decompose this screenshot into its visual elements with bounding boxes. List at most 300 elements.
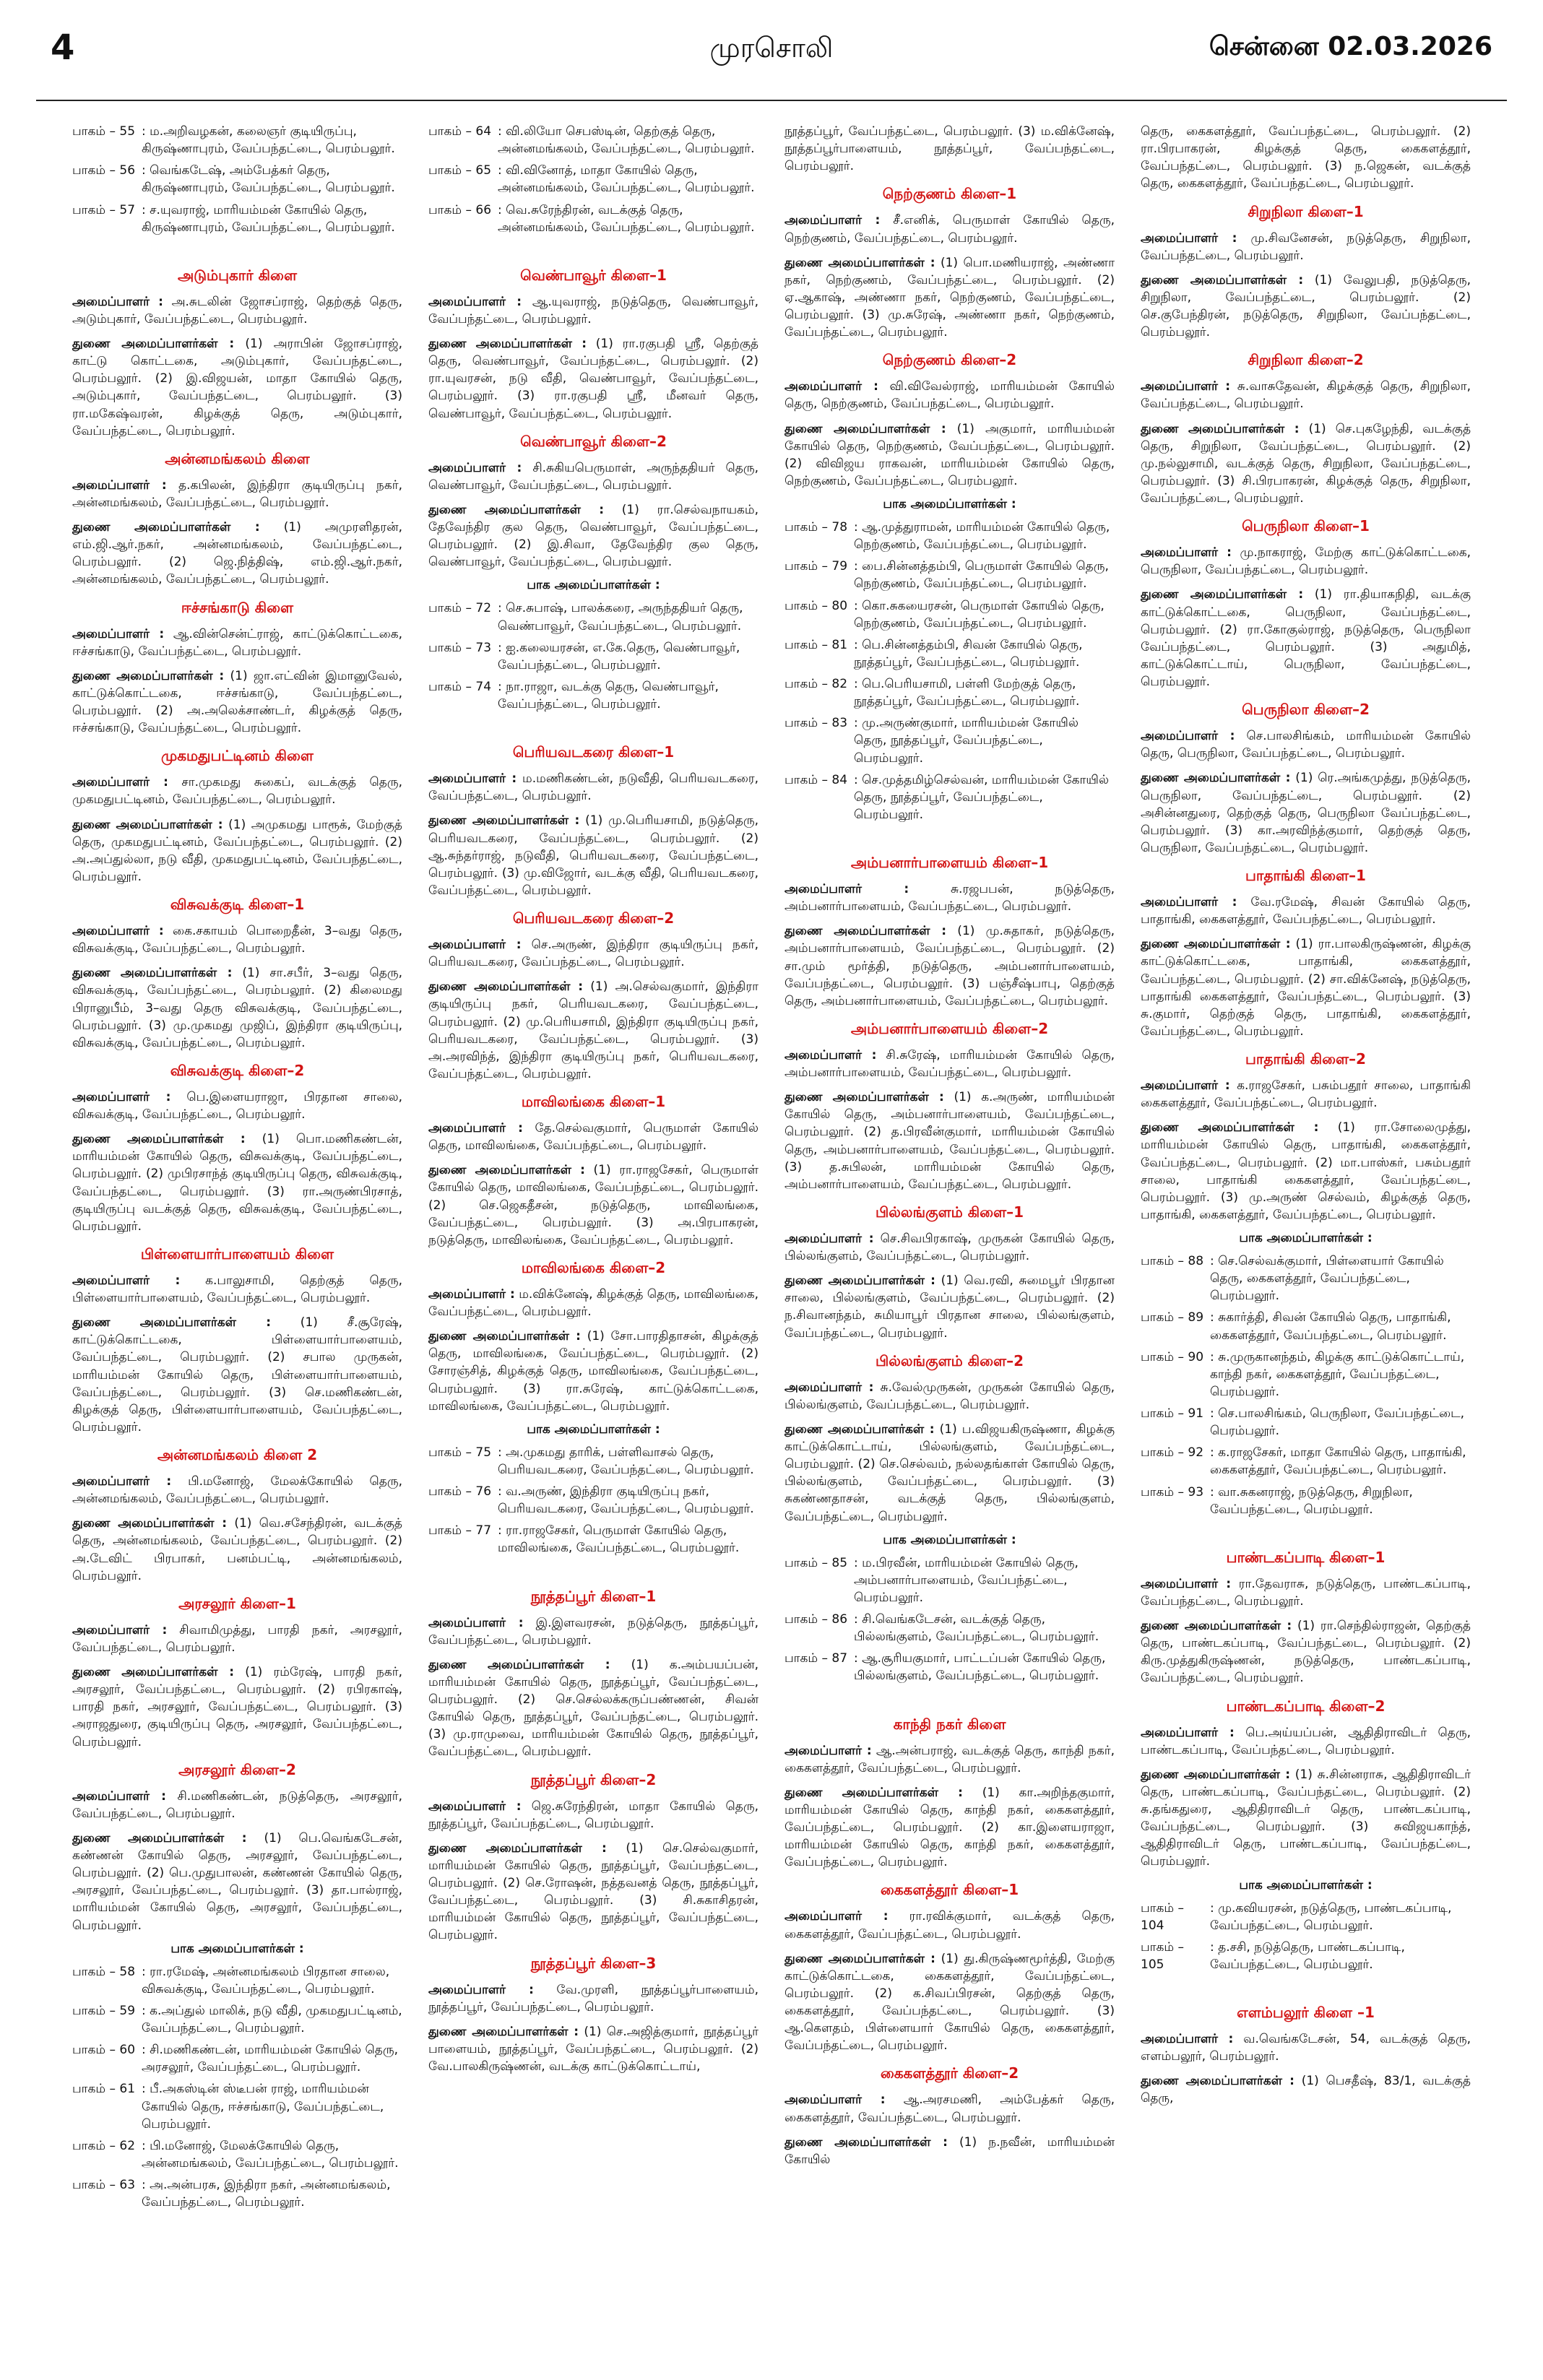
column-2 [428, 123, 758, 2358]
entry-text: (1) ரா.பாலகிருஷ்ணன், கிழக்கு காட்டுக்கொட்டகை, பாதாங்கி, கைகளத்தூர், வேப்பந்தட்டை, பெரம்பலூர். (2) சா.விக்னேஷ், நடுத்தெரு, பாதாங்கி கைகளத்தூர், வேப்பந்தட்டை, பெரம்பலூர். (3) சு.குமார், தெற்குத் தெரு, பாதாங்கி, கைகளத்தூர், வேப்பந்தட்டை, பெரம்பலூர். [1141, 937, 1471, 1039]
entry-paragraph [428, 1328, 758, 1415]
subheading: பாக அமைப்பாளர்கள் : [527, 578, 660, 593]
entry-text: கை.சகாயம் பொறைதீன், 3–வது தெரு, விசுவக்குடி, வேப்பந்தட்டை, பெரம்பலூர். [72, 924, 402, 956]
entry-text: (1) ரா.ரகுபதி ஸ்ரீ, தெற்குத் தெரு, வெண்பாவூர், வேப்பந்தட்டை, பெரம்பலூர். (2) ரா.யுவரசன், நடு வீதி, வெண்பாவூர், வேப்பந்தட்டை, பெரம்பலூர். (3) ரா.ரகுபதி ஸ்ரீ, மீனவர் தெரு, வெண்பாவூர், வேப்பந்தட்டை, பெரம்பலூர். [428, 337, 758, 421]
role-label: துணை அமைப்பாளர்கள் : [1141, 587, 1304, 602]
booth-number: பாகம் – 76 [428, 1484, 492, 1499]
booth-detail: : வெ.சுரேந்திரன், வடக்குத் தெரு, அன்னமங்கலம், வேப்பந்தட்டை, பெரம்பலூர். [498, 202, 755, 235]
entry-paragraph [1141, 935, 1471, 1040]
branch-heading: அம்பனார்பாளையம் கிளை–2 [850, 1019, 1049, 1037]
booth-row [785, 597, 1115, 632]
booth-row [1141, 1405, 1471, 1440]
entry-text: தே.செல்வகுமார், பெருமாள் கோயில் தெரு, மாவிலங்கை, வேப்பந்தட்டை, பெரம்பலூர். [428, 1121, 758, 1154]
booth-detail: : செ.செல்வக்குமார், பிள்ளையார் கோயில் தெரு, கைகளத்தூர், வேப்பந்தட்டை, பெரம்பலூர். [1210, 1254, 1444, 1304]
booth-number: பாகம் – 79 [785, 559, 848, 574]
role-label: துணை அமைப்பாளர்கள் : [785, 924, 947, 939]
booth-detail: : வி.வினோத், மாதா கோயில் தெரு, அன்னமங்கலம், வேப்பந்தட்டை, பெரம்பலூர். [498, 163, 755, 196]
booth-row [72, 2137, 402, 2172]
branch-heading: விசுவக்குடி கிளை–2 [170, 1061, 305, 1079]
booth-row [428, 1483, 758, 1518]
role-label: துணை அமைப்பாளர்கள் : [1141, 272, 1304, 287]
entry-paragraph [428, 501, 758, 571]
entry-text: த.கபிலன், இந்திரா குடியிருப்பு நகர், அன்னமங்கலம், வேப்பந்தட்டை, பெரம்பலூர். [72, 477, 402, 510]
entry-paragraph [72, 1788, 402, 1822]
booth-number: பாகம் – 92 [1141, 1445, 1204, 1461]
role-label: அமைப்பாளர் : [428, 771, 517, 787]
role-label: அமைப்பாளர் : [1141, 230, 1237, 246]
branch-heading: விசுவக்குடி கிளை–1 [170, 896, 305, 913]
branch-heading: கைகளத்தூர் கிளை–2 [880, 2064, 1019, 2082]
booth-detail: : சி.மணிகண்டன், மாரியம்மன் கோயில் தெரு, அரசலூர், வேப்பந்தட்டை, பெரம்பலூர். [142, 2043, 399, 2075]
subheading: பாக அமைப்பாளர்கள் : [1239, 1231, 1373, 1245]
booth-number: பாகம் – 75 [428, 1445, 492, 1460]
booth-number: பாகம் – 81 [785, 637, 848, 652]
role-label: துணை அமைப்பாளர்கள் : [1141, 421, 1300, 436]
entry-text: (1) வேலுபதி, நடுத்தெரு, சிறுநிலா, வேப்பந்தட்டை, பெரம்பலூர். (2) செ.குபேந்திரன், நடுத்தெரு, சிறுநிலா, வேப்பந்தட்டை, பெரம்பலூர். [1141, 272, 1471, 340]
role-label: அமைப்பாளர் : [428, 1121, 523, 1135]
role-label: அமைப்பாளர் : [428, 294, 522, 309]
entry-text: ஆ.அரசமணி, அம்பேத்கர் தெரு, கைகளத்தூர், வேப்பந்தட்டை, பெரம்பலூர். [785, 2093, 1115, 2125]
entry-paragraph [785, 1379, 1115, 1414]
spacer [428, 1562, 758, 1578]
entry-text: செ.பாலசிங்கம், மாரியம்மன் கோயில் தெரு, பெருநிலா, வேப்பந்தட்டை, பெரம்பலூர். [1141, 729, 1471, 761]
booth-number: பாகம் – 90 [1141, 1349, 1204, 1364]
role-label: துணை அமைப்பாளர்கள் : [72, 520, 260, 535]
subheading: பாக அமைப்பாளர்கள் : [883, 497, 1016, 511]
entry-paragraph [72, 1089, 402, 1123]
booth-detail: : பெ.சின்னத்தம்பி, சிவன் கோயில் தெரு, நூத்தப்பூர், வேப்பந்தட்டை, பெரம்பலூர். [854, 637, 1083, 670]
role-label: துணை அமைப்பாளர்கள் : [428, 1329, 581, 1344]
booth-detail: : ச.யுவராஜ், மாரியம்மன் கோயில் தெரு, கிருஷ்ணாபுரம், வேப்பந்தட்டை, பெரம்பலூர். [142, 202, 395, 235]
branch-heading: அன்னமங்கலம் கிளை [165, 449, 310, 467]
date-line: சென்னை 02.03.2026 [1209, 32, 1492, 61]
role-label: துணை அமைப்பாளர்கள் : [428, 1840, 607, 1856]
entry-paragraph [785, 254, 1115, 342]
booth-row [785, 1650, 1115, 1684]
entry-paragraph [72, 816, 402, 886]
role-label: அமைப்பாளர் : [785, 379, 878, 394]
entry-paragraph [72, 1473, 402, 1507]
entry-text: (1) அராபின் ஜோசப்ராஜ், காட்டு கொட்டகை, அடும்புகார், வேப்பந்தட்டை, பெரம்பலூர். (2) இ.விஜயன், மாதா கோயில் தெரு, அடும்புகார், வேப்பந்தட்டை, பெரம்பலூர். (3) ரா.மகேஷ்வரன், கிழக்குத் தெரு, அடும்புகார், வேப்பந்தட்டை, பெரம்பலூர். [72, 337, 402, 438]
role-label: அமைப்பாளர் : [785, 1380, 874, 1395]
role-label: அமைப்பாளர் : [428, 1982, 534, 1997]
branch-heading: பில்லங்குளம் கிளை–2 [876, 1351, 1024, 1369]
entry-text: மு.நாகராஜ், மேற்கு காட்டுக்கொட்டகை, பெருநிலா, வேப்பந்தட்டை, பெரம்பலூர். [1141, 545, 1471, 578]
entry-text: (1) மு.பெரியசாமி, நடுத்தெரு, பெரியவடகரை, வேப்பந்தட்டை, பெரம்பலூர். (2) ஆ.சுந்தர்ராஜ், நடுவீதி, பெரியவடகரை, வேப்பந்தட்டை, பெரம்பலூர். (3) மு.விஜோர், வடக்கு வீதி, பெரியவடகரை, வேப்பந்தட்டை, பெரம்பலூர். [428, 813, 758, 898]
booth-detail: : மு.அருண்குமார், மாரியம்மன் கோயில் தெரு, நூத்தப்பூர், வேப்பந்தட்டை, பெரம்பலூர். [854, 716, 1079, 766]
entry-paragraph [785, 1230, 1115, 1265]
booth-number: பாகம் – 84 [785, 772, 848, 787]
entry-text: (1) அமுரளிதரன், எம்.ஜி.ஆர்.நகர், அன்னமங்கலம், வேப்பந்தட்டை, பெரம்பலூர். (2) ஜெ.நித்திஷ், எம்.ஜி.ஆர்.நகர், அன்னமங்கலம், வேப்பந்தட்டை, பெரம்பலூர். [72, 520, 402, 587]
entry-text: ஆ.வின்சென்ட்ராஜ், காட்டுக்கொட்டகை, ஈச்சங்காடு, வேப்பந்தட்டை, பெரம்பலூர். [72, 626, 402, 659]
entry-text: சா.முகமது சுகைப், வடக்குத் தெரு, முகமதுபட்டினம், வேப்பந்தட்டை, பெரம்பலூர். [72, 775, 402, 808]
entry-paragraph [1141, 123, 1471, 193]
entry-text: ரா.ரவிக்குமார், வடக்குத் தெரு, கைகளத்தூர், வேப்பந்தட்டை, பெரம்பலூர். [785, 1909, 1115, 1942]
branch-heading: பிள்ளையார்பாளையம் கிளை [140, 1245, 334, 1263]
role-label: துணை அமைப்பாளர்கள் : [72, 1516, 228, 1531]
booth-detail: : வி.லியோ செபஸ்டின், தெற்குத் தெரு, அன்னமங்கலம், வேப்பந்தட்டை, பெரம்பலூர். [498, 124, 755, 157]
booth-number: பாகம் – 57 [72, 202, 136, 217]
entry-paragraph [785, 1784, 1115, 1871]
booth-detail: : ரா.ரமேஷ், அன்னமங்கலம் பிரதான சாலை, விசுவக்குடி, வேப்பந்தட்டை, பெரம்பலூர். [142, 1964, 390, 1996]
entry-text: க.ராஜசேகர், பசும்பதூர் சாலை, பாதாங்கி கைகளத்தூர், வேப்பந்தட்டை, பெரம்பலூர். [1141, 1078, 1471, 1111]
entry-text: வே.ரமேஷ், சிவன் கோயில் தெரு, பாதாங்கி, கைகளத்தூர், வேப்பந்தட்டை, பெரம்பலூர். [1141, 895, 1471, 927]
entry-text: க.பாலுசாமி, தெற்குத் தெரு, பிள்ளையார்பாளையம், வேப்பந்தட்டை, பெரம்பலூர். [72, 1273, 402, 1305]
entry-text: சி.சுரேஷ், மாரியம்மன் கோயில் தெரு, அம்பனார்பாளையம், வேப்பந்தட்டை, பெரம்பலூர். [785, 1047, 1115, 1080]
entry-text: ஆ.அன்பராஜ், வடக்குத் தெரு, காந்தி நகர், கைகளத்தூர், வேப்பந்தட்டை, பெரம்பலூர். [785, 1743, 1115, 1775]
entry-paragraph [428, 770, 758, 805]
role-label: துணை அமைப்பாளர்கள் : [428, 502, 605, 517]
entry-text: சு.வாசுதேவன், கிழக்குத் தெரு, சிறுநிலா, வேப்பந்தட்டை, பெரம்பலூர். [1141, 379, 1471, 412]
booth-row [428, 123, 758, 157]
booth-detail: : செ.முத்தமிழ்செல்வன், மாரியம்மன் கோயில் தெரு, நூத்தப்பூர், வேப்பந்தட்டை, பெரம்பலூர். [854, 772, 1109, 822]
branch-heading: பெருநிலா கிளை–1 [1242, 517, 1370, 535]
page-number: 4 [51, 27, 75, 68]
entry-paragraph [1141, 1575, 1471, 1610]
entry-paragraph [72, 335, 402, 440]
booth-number: பாகம் – 60 [72, 2043, 136, 2058]
entry-paragraph [1141, 1766, 1471, 1871]
entry-text: (1) சா.சபீர், 3–வது தெரு, விசுவக்குடி, வேப்பந்தட்டை, பெரம்பலூர். (2) கிலைமது பிரானுபீம், 3–வது தெரு விசுவக்குடி, வேப்பந்தட்டை, பெரம்பலூர். (3) மு.முகமது முஜிப், இந்திரா குடியிருப்பு, விசுவக்குடி, வேப்பந்தட்டை, பெரம்பலூர். [72, 966, 402, 1050]
entry-paragraph [72, 519, 402, 589]
booth-detail: : சுகார்த்தி, சிவன் கோயில் தெரு, பாதாங்கி, கைகளத்தூர், வேப்பந்தட்டை, பெரம்பலூர். [1210, 1310, 1451, 1343]
role-label: துணை அமைப்பாளர்கள் : [72, 966, 233, 981]
booth-detail: : செ.பாலசிங்கம், பெருநிலா, வேப்பந்தட்டை, பெரம்பலூர். [1210, 1406, 1465, 1439]
entry-text: செ.அருண், இந்திரா குடியிருப்பு நகர், பெரியவடகரை, வேப்பந்தட்டை, பெரம்பலூர். [428, 938, 758, 970]
entry-text: வ.வெங்கடேசன், 54, வடக்குத் தெரு, எளம்பலூர், பெரம்பலூர். [1141, 2032, 1471, 2064]
role-label: துணை அமைப்பாளர்கள் : [785, 1951, 935, 1966]
entry-paragraph [1141, 1119, 1471, 1224]
entry-text: (1) ரா.செந்தில்ராஜன், தெற்குத் தெரு, பாண்டகப்பாடி, வேப்பந்தட்டை, பெரம்பலூர். (2) கிரு.முத்துகிருஷ்ணன், நடுத்தெரு, பாண்டகப்பாடி, வேப்பந்தட்டை, பெரம்பலூர். [1141, 1619, 1471, 1686]
booth-row [72, 202, 402, 236]
entry-text: (1) ரா.சோலைமுத்து, மாரியம்மன் கோயில் தெரு, பாதாங்கி, கைகளத்தூர், வேப்பந்தட்டை, பெரம்பலூர். (2) மா.பாஸ்கர், பசும்பதூர் சாலை, பாதாங்கி கைகளத்தூர், வேப்பந்தட்டை, பெரம்பலூர். (3) மு.அருண் செல்வம், கிழக்குத் தெரு, பாதாங்கி, கைகளத்தூர், வேப்பந்தட்டை, பெரம்பலூர். [1141, 1120, 1471, 1222]
role-label: அமைப்பாளர் : [428, 1615, 524, 1630]
entry-text: பெ.அய்யப்பன், ஆதிதிராவிடர் தெரு, பாண்டகப்பாடி, வேப்பந்தட்டை, பெரம்பலூர். [1141, 1725, 1471, 1757]
entry-text: (1) ரம்ரேஷ், பாரதி நகர், அரசலூர், வேப்பந்தட்டை, பெரம்பலூர். (2) ரபிரகாஷ், பாரதி நகர், அரசலூர், வேப்பந்தட்டை, பெரம்பலூர். (3) அராஜதுரை, குடியிருப்பு தெரு, அரசலூர், வேப்பந்தட்டை, பெரம்பலூர். [72, 1665, 402, 1749]
role-label: துணை அமைப்பாளர்கள் : [785, 255, 935, 270]
branch-heading: மாவிலங்கை கிளை–1 [521, 1093, 666, 1110]
role-label: அமைப்பாளர் : [72, 775, 168, 790]
entry-paragraph [72, 1272, 402, 1307]
role-label: அமைப்பாளர் : [72, 924, 164, 938]
branch-heading: பாண்டகப்பாடி கிளை–2 [1226, 1697, 1386, 1715]
spacer [428, 241, 758, 256]
booth-number: பாகம் – 83 [785, 716, 848, 731]
entry-paragraph [428, 978, 758, 1083]
booth-row [72, 2002, 402, 2037]
booth-number: பாகம் – 72 [428, 601, 492, 616]
booth-row [785, 1554, 1115, 1606]
subheading: பாக அமைப்பாளர்கள் : [170, 1941, 304, 1956]
entry-paragraph [1141, 727, 1471, 762]
branch-heading: காந்தி நகர் கிளை [893, 1715, 1006, 1733]
branch-heading: சிறுநிலா கிளை–2 [1248, 351, 1364, 369]
booth-row [1141, 1939, 1471, 1973]
entry-text: பி.மனோஜ், மேலக்கோயில் தெரு, அன்னமங்கலம், வேப்பந்தட்டை, பெரம்பலூர். [72, 1474, 402, 1507]
column-1 [72, 123, 402, 2358]
booth-number: பாகம் – 105 [1141, 1939, 1184, 1972]
role-label: அமைப்பாளர் : [428, 938, 522, 952]
entry-text: (1) சு.சின்னராசு, ஆதிதிராவிடர் தெரு, பாண்டகப்பாடி, வேப்பந்தட்டை, பெரம்பலூர். (2) சு.தங்கதுரை, ஆதிதிராவிடர் தெரு, பாண்டகப்பாடி, வேப்பந்தட்டை, பெரம்பலூர். (3) சுவிஜயகாந்த், ஆதிதிராவிடர் தெரு, பாண்டகப்பாடி, வேப்பந்தட்டை, பெரம்பலூர். [1141, 1767, 1471, 1869]
entry-paragraph [72, 964, 402, 1052]
role-label: துணை அமைப்பாளர்கள் : [1141, 937, 1291, 952]
entry-text: வி.விவேல்ராஜ், மாரியம்மன் கோயில் தெரு, நெற்குணம், வேப்பந்தட்டை, பெரம்பலூர். [785, 379, 1115, 412]
subheading: பாக அமைப்பாளர்கள் : [527, 1421, 660, 1437]
booth-row [428, 639, 758, 674]
role-label: அமைப்பாளர் : [72, 1788, 166, 1804]
spacer [785, 1689, 1115, 1705]
role-label: அமைப்பாளர் : [785, 1047, 877, 1063]
booth-number: பாகம் – 56 [72, 163, 136, 178]
entry-text: ஜெ.சுரேந்திரன், மாதா கோயில் தெரு, நூத்தப்பூர், வேப்பந்தட்டை, பெரம்பலூர். [428, 1799, 758, 1831]
entry-paragraph [72, 293, 402, 328]
role-label: துணை அமைப்பாளர்கள் : [1141, 1767, 1291, 1782]
booth-detail: : ஐ.கலையரசன், எ.கே.தெரு, வெண்பாவூர், வேப்பந்தட்டை, பெரம்பலூர். [498, 640, 740, 672]
booth-row [1141, 1484, 1471, 1518]
entry-paragraph [1141, 544, 1471, 579]
entry-text: (1) து.கிருஷ்ணமூர்த்தி, மேற்கு காட்டுக்கொட்டகை, கைகளத்தூர், வேப்பந்தட்டை, பெரம்பலூர். (2) க.சிவப்பிரசன், தெற்குத் தெரு, கைகளத்தூர், வேப்பந்தட்டை, பெரம்பலூர். (3) ஆ.கௌதம், பிள்ளையார் கோயில் தெரு, கைகளத்தூர், வேப்பந்தட்டை, பெரம்பலூர். [785, 1951, 1115, 2054]
booth-detail: : மு.கவியரசன், நடுத்தெரு, பாண்டகப்பாடி, வேப்பந்தட்டை, பெரம்பலூர். [1210, 1900, 1452, 1933]
booth-number: பாகம் – 77 [428, 1523, 492, 1539]
role-label: அமைப்பாளர் : [1141, 895, 1237, 909]
booth-detail: : சி.வெங்கடேசன், வடக்குத் தெரு, பில்லங்குளம், வேப்பந்தட்டை, பெரம்பலூர். [854, 1612, 1099, 1645]
entry-paragraph [428, 1981, 758, 2016]
booth-row [72, 2176, 402, 2211]
booth-row [72, 1963, 402, 1998]
spacer [1141, 1978, 1471, 1994]
booth-number: பாகம் – 62 [72, 2138, 136, 2153]
role-label: அமைப்பாளர் : [1141, 545, 1232, 561]
booth-detail: : அ.முகமது தாரிக், பள்ளிவாசல் தெரு, பெரியவடகரை, வேப்பந்தட்டை, பெரம்பலூர். [498, 1445, 754, 1477]
entry-paragraph [428, 1614, 758, 1649]
entry-paragraph [785, 922, 1115, 1010]
booth-row [785, 558, 1115, 592]
branch-heading: பெரியவடகரை கிளை–2 [512, 909, 675, 927]
booth-row [428, 600, 758, 634]
booth-row [1141, 1444, 1471, 1479]
role-label: அமைப்பாளர் : [785, 1231, 874, 1246]
entry-text: ரா.தேவராசு, நடுத்தெரு, பாண்டகப்பாடி, வேப்பந்தட்டை, பெரம்பலூர். [1141, 1576, 1471, 1609]
branch-heading: நூத்தப்பூர் கிளை–3 [530, 1954, 657, 1972]
role-label: துணை அமைப்பாளர்கள் : [428, 813, 580, 828]
entry-text: இ.இளவரசன், நடுத்தெரு, நூத்தப்பூர், வேப்பந்தட்டை, பெரம்பலூர். [428, 1615, 758, 1648]
branch-heading: பில்லங்குளம் கிளை–1 [876, 1203, 1024, 1221]
entry-text: (1) அ.செல்வகுமார், இந்திரா குடியிருப்பு நகர், பெரியவடகரை, வேப்பந்தட்டை, பெரம்பலூர். (2) மு.பெரியசாமி, இந்திரா குடியிருப்பு நகர், பெரியவடகரை, வேப்பந்தட்டை, பெரம்பலூர். (3) அ.அரவிந்த், இந்திரா குடியிருப்பு நகர், பெரியவடகரை, வேப்பந்தட்டை, பெரம்பலூர். [428, 979, 758, 1081]
entry-text: (1) க.அம்பயப்பன், மாரியம்மன் கோயில் தெரு, நூத்தப்பூர், வேப்பந்தட்டை, பெரம்பலூர். (2) செ.செல்லக்கருப்பண்ணன், சிவன் கோயில் தெரு, நூத்தப்பூர், வேப்பந்தட்டை, பெரம்பலூர். (3) மு.ராமுவை, மாரியம்மன் கோயில் தெரு, நூத்தப்பூர், வேப்பந்தட்டை, பெரம்பலூர். [428, 1657, 758, 1760]
role-label: அமைப்பாளர் : [1141, 1725, 1235, 1740]
entry-text: சு.வேல்முருகன், முருகன் கோயில் தெரு, பில்லங்குளம், வேப்பந்தட்டை, பெரம்பலூர். [785, 1380, 1115, 1412]
entry-text: (1) மு.சுதாகர், நடுத்தெரு, அம்பனார்பாளையம், வேப்பந்தட்டை, பெரம்பலூர். (2) சா.மும் மூர்த்தி, நடுத்தெரு, அம்பனார்பாளையம், வேப்பந்தட்டை, பெரம்பலூர். (3) பஞ்சீஷ்பாபு, தெற்குத் தெரு, அம்பனார்பாளையம், வேப்பந்தட்டை, பெரம்பலூர். [785, 924, 1115, 1008]
entry-text: செ.சிவபிரகாஷ், முருகன் கோயில் தெரு, பில்லங்குளம், வேப்பந்தட்டை, பெரம்பலூர். [785, 1231, 1115, 1263]
role-label: அமைப்பாளர் : [72, 477, 167, 493]
entry-paragraph [72, 774, 402, 808]
entry-paragraph [785, 1089, 1115, 1193]
booth-number: பாகம் – 59 [72, 2003, 136, 2018]
entry-text: (1) ப.விஜயகிருஷ்ணா, கிழக்கு காட்டுக்கொட்டாய், பில்லங்குளம், வேப்பந்தட்டை, பெரம்பலூர். (2) செ.செல்வம், நல்லதங்காள் கோயில் தெரு, பில்லங்குளம், வேப்பந்தட்டை, பெரம்பலூர். (3) சுகண்ணதாசன், வடக்குத் தெரு, பில்லங்குளம், வேப்பந்தட்டை, பெரம்பலூர். [785, 1421, 1115, 1524]
role-label: துணை அமைப்பாளர்கள் : [1141, 1120, 1319, 1135]
role-label: துணை அமைப்பாளர்கள் : [785, 1421, 935, 1437]
booth-row [428, 678, 758, 713]
booth-number: பாகம் – 78 [785, 520, 848, 535]
subheading: பாக அமைப்பாளர்கள் : [883, 1532, 1016, 1547]
role-label: துணை அமைப்பாளர்கள் : [72, 337, 235, 351]
booth-number: பாகம் – 82 [785, 677, 848, 691]
branch-heading: பெரியவடகரை கிளை–1 [512, 743, 675, 761]
role-label: துணை அமைப்பாளர்கள் : [428, 337, 587, 351]
booth-row [428, 1444, 758, 1479]
booth-number: பாகம் – 80 [785, 598, 848, 613]
entry-text: (1) பொ.மணியராஜ், அண்ணா நகர், நெற்குணம், வேப்பந்தட்டை, பெரம்பலூர். (2) ஏ.ஆகாஷ், அண்ணா நகர், நெற்குணம், வேப்பந்தட்டை, பெரம்பலூர். (3) மு.சுரேஷ், அண்ணா நகர், நெற்குணம், வேப்பந்தட்டை, பெரம்பலூர். [785, 255, 1115, 340]
column-4 [1141, 123, 1471, 2358]
role-label: அமைப்பாளர் : [428, 460, 522, 475]
branch-heading: அரசலூர் கிளை–1 [178, 1594, 296, 1612]
entry-paragraph [785, 1908, 1115, 1942]
branch-heading: அம்பனார்பாளையம் கிளை–1 [850, 854, 1049, 871]
entry-text: (1) செ.செல்வகுமார், மாரியம்மன் கோயில் தெரு, நூத்தப்பூர், வேப்பந்தட்டை, பெரம்பலூர். (2) செ.ரோஷன், நத்தவனத் தெரு, நூத்தப்பூர், வேப்பந்தட்டை, பெரம்பலூர். (3) சி.சுகாசிதரன், மாரியம்மன் கோயில் தெரு, நூத்தப்பூர், வேப்பந்தட்டை, பெரம்பலூர். [428, 1840, 758, 1943]
entry-paragraph [1141, 769, 1471, 857]
spacer [428, 717, 758, 733]
booth-row [785, 771, 1115, 823]
booth-row [72, 123, 402, 157]
role-label: அமைப்பாளர் : [72, 1273, 181, 1288]
role-label: துணை அமைப்பாளர்கள் : [428, 2024, 579, 2039]
branch-heading: வெண்பாவூர் கிளை–2 [520, 432, 667, 450]
entry-paragraph [785, 420, 1115, 490]
entry-paragraph [1141, 1617, 1471, 1687]
booth-detail: : பீ.அகஸ்டின் ஸ்டீபன் ராஜ், மாரியம்மன் கோயில் தெரு, ஈச்சங்காடு, வேப்பந்தட்டை, பெரம்பலூர். [142, 2082, 384, 2132]
role-label: துணை அமைப்பாளர்கள் : [785, 1785, 963, 1800]
branch-heading: மாவிலங்கை கிளை–2 [521, 1258, 666, 1276]
entry-text: (1) ந.நவீன், மாரியம்மன் கோயில் [785, 2134, 1115, 2167]
role-label: அமைப்பாளர் : [428, 1799, 522, 1814]
spacer [1141, 1523, 1471, 1539]
entry-text: (1) ஜா.எட்வின் இமானுவேல், காட்டுக்கொட்டகை, ஈச்சங்காடு, வேப்பந்தட்டை, பெரம்பலூர். (2) அ.அலெக்சாண்டர், கிழக்குத் தெரு, ஈச்சங்காடு, வேப்பந்தட்டை, பெரம்பலூர். [72, 668, 402, 736]
entry-paragraph [72, 667, 402, 737]
entry-paragraph [785, 212, 1115, 246]
entry-text: நூத்தப்பூர், வேப்பந்தட்டை, பெரம்பலூர். (3) ம.விக்னேஷ், நூத்தப்பூர்பாளையம், நூத்தப்பூர், வேப்பந்தட்டை, பெரம்பலூர். [785, 124, 1115, 174]
entry-text: தெரு, கைகளத்தூர், வேப்பந்தட்டை, பெரம்பலூர். (2) ரா.பிரபாகரன், கிழக்குத் தெரு, கைகளத்தூர், வேப்பந்தட்டை, பெரம்பலூர். (3) ந.ஜெகன், வடக்குத் தெரு, கைகளத்தூர், வேப்பந்தட்டை, பெரம்பலூர். [1141, 124, 1471, 191]
role-label: துணை அமைப்பாளர்கள் : [72, 668, 225, 683]
entry-paragraph [785, 1421, 1115, 1526]
entry-paragraph [428, 1840, 758, 1944]
entry-text: (1) சோ.பாரதிதாசன், கிழக்குத் தெரு, மாவிலங்கை, வேப்பந்தட்டை, பெரம்பலூர். (2) சோரஞ்சித், கிழக்குத் தெரு, மாவிலங்கை, வேப்பந்தட்டை, பெரம்பலூர். (3) ரா.சுரேஷ், காட்டுக்கொட்டகை, மாவிலங்கை, வேப்பந்தட்டை, பெரம்பலூர். [428, 1329, 758, 1414]
entry-paragraph [785, 1950, 1115, 2055]
entry-text: (1) வெ.ரவி, சுமைபூர் பிரதான சாலை, பில்லங்குளம், வேப்பந்தட்டை, பெரம்பலூர். (2) ந.சிவானந்தம், சுமியாபூர் பிரதான சாலை, பில்லங்குளம், வேப்பந்தட்டை, பெரம்பலூர். [785, 1273, 1115, 1341]
role-label: துணை அமைப்பாளர்கள் : [428, 1657, 610, 1672]
entry-text: ம.மணிகண்டன், நடுவீதி, பெரியவடகரை, வேப்பந்தட்டை, பெரம்பலூர். [428, 771, 758, 804]
branch-heading: நெற்குணம் கிளை–2 [882, 351, 1017, 369]
entry-paragraph [72, 1830, 402, 1934]
booth-number: பாகம் – 73 [428, 640, 492, 655]
entry-paragraph [1141, 1077, 1471, 1112]
booth-row [1141, 1349, 1471, 1401]
entry-paragraph [72, 1515, 402, 1585]
entry-text: (1) க.அருண், மாரியம்மன் கோயில் தெரு, அம்பனார்பாளையம், வேப்பந்தட்டை, பெரம்பலூர். (2) த.பிரவீன்குமார், மாரியம்மன் கோயில் தெரு, அம்பனார்பாளையம், வேப்பந்தட்டை, பெரம்பலூர். (3) த.சுபிலன், மாரியம்மன் கோயில் தெரு, அம்பனார்பாளையம், வேப்பந்தட்டை, பெரம்பலூர். [785, 1090, 1115, 1192]
role-label: அமைப்பாளர் : [1141, 379, 1231, 394]
role-label: அமைப்பாளர் : [72, 626, 165, 641]
branch-heading: அன்னமங்கலம் கிளை 2 [157, 1446, 318, 1463]
booth-number: பாகம் – 89 [1141, 1310, 1204, 1325]
role-label: அமைப்பாளர் : [1141, 729, 1235, 744]
role-label: அமைப்பாளர் : [785, 1909, 889, 1924]
booth-detail: : பை.சின்னத்தம்பி, பெருமாள் கோயில் தெரு, நெற்குணம், வேப்பந்தட்டை, பெரம்பலூர். [854, 559, 1109, 592]
booth-detail: : ரா.ராஜசேகர், பெருமாள் கோயில் தெரு, மாவிலங்கை, வேப்பந்தட்டை, பெரம்பலூர். [498, 1523, 740, 1556]
entry-text: சீ.எனிக், பெருமாள் கோயில் தெரு, நெற்குணம், வேப்பந்தட்டை, பெரம்பலூர். [785, 213, 1115, 246]
booth-number: பாகம் – 64 [428, 124, 492, 139]
booth-detail: : ம.பிரவீன், மாரியம்மன் கோயில் தெரு, அம்பனார்பாளையம், வேப்பந்தட்டை, பெரம்பலூர். [854, 1555, 1079, 1605]
entry-text: மு.சிவனேசன், நடுத்தெரு, சிறுநிலா, வேப்பந்தட்டை, பெரம்பலூர். [1141, 230, 1471, 263]
entry-text: (1) ரெ.அங்கமுத்து, நடுத்தெரு, பெருநிலா, வேப்பந்தட்டை, பெரம்பலூர். (2) அசின்னதுரை, தெற்குத் தெரு, பெருநிலா வேப்பந்தட்டை, பெரம்பலூர். (3) கா.அரவிந்த்குமார், தெற்குத் தெரு, பெருநிலா, வேப்பந்தட்டை, பெரம்பலூர். [1141, 771, 1471, 855]
role-label: துணை அமைப்பாளர்கள் : [72, 1665, 234, 1679]
entry-paragraph [785, 2134, 1115, 2168]
spacer [785, 828, 1115, 844]
booth-number: பாகம் – 55 [72, 124, 136, 139]
booth-row [1141, 1309, 1471, 1343]
booth-row [428, 1522, 758, 1557]
entry-text: (1) பெசதீஷ், 83/1, வடக்குத் தெரு, [1141, 2074, 1471, 2106]
entry-text: (1) செ.அஜித்குமார், நூத்தப்பூர் பாளையம், நூத்தப்பூர், வேப்பந்தட்டை, பெரம்பலூர். (2) வே.பாலகிருஷ்ணன், வடக்கு காட்டுக்கொட்டாய், [428, 2024, 758, 2074]
entry-paragraph [72, 1130, 402, 1235]
entry-paragraph [72, 626, 402, 660]
booth-detail: : வெங்கடேஷ், அம்பேத்கர் தெரு, கிருஷ்ணாபுரம், வேப்பந்தட்டை, பெரம்பலூர். [142, 163, 395, 196]
role-label: துணை அமைப்பாளர்கள் : [428, 979, 584, 995]
booth-detail: : க.அப்துல் மாலிக், நடு வீதி, முகமதுபட்டினம், வேப்பந்தட்டை, பெரம்பலூர். [142, 2003, 402, 2035]
role-label: அமைப்பாளர் : [1141, 1576, 1232, 1591]
entry-paragraph [428, 1286, 758, 1320]
booth-detail: : நா.ராஜா, வடக்கு தெரு, வெண்பாவூர், வேப்பந்தட்டை, பெரம்பலூர். [498, 679, 719, 711]
booth-row [785, 519, 1115, 553]
entry-paragraph [1141, 1724, 1471, 1759]
booth-detail: : அ.அன்பரசு, இந்திரா நகர், அன்னமங்கலம், வேப்பந்தட்டை, பெரம்பலூர். [142, 2178, 391, 2210]
branch-heading: பாதாங்கி கிளை–1 [1245, 867, 1366, 884]
booth-number: பாகம் – 87 [785, 1651, 848, 1666]
entry-text: (1) ரா.ராஜசேகர், பெருமாள் கோயில் தெரு, மாவிலங்கை, வேப்பந்தட்டை, பெரம்பலூர். (2) செ.ஜெகதீசன், நடுத்தெரு, மாவிலங்கை, வேப்பந்தட்டை, பெரம்பலூர். (3) அ.பிரபாகரன், நடுத்தெரு, மாவிலங்கை, வேப்பந்தட்டை, பெரம்பலூர். [428, 1163, 758, 1247]
entry-paragraph [72, 1663, 402, 1751]
entry-text: (1) சீ.சூரேஷ், காட்டுக்கொட்டகை, பிள்ளையார்பாளையம், வேப்பந்தட்டை, பெரம்பலூர். (2) சபால முருகன், மாரியம்மன் கோயில் தெரு, பிள்ளையார்பாளையம், வேப்பந்தட்டை, பெரம்பலூர். (3) செ.மணிகண்டன், கிழக்குத் தெரு, பிள்ளையார்பாளையம், வேப்பந்தட்டை, பெரம்பலூர். [72, 1315, 402, 1435]
entry-paragraph [428, 936, 758, 971]
booth-number: பாகம் – 88 [1141, 1254, 1204, 1268]
entry-paragraph [428, 812, 758, 899]
branch-heading: பாதாங்கி கிளை–2 [1245, 1050, 1366, 1068]
role-label: துணை அமைப்பாளர்கள் : [72, 1830, 247, 1845]
entry-paragraph [785, 378, 1115, 412]
booth-row [1141, 1252, 1471, 1304]
entry-paragraph [428, 1161, 758, 1249]
booth-row [785, 675, 1115, 710]
role-label: அமைப்பாளர் : [785, 2093, 886, 2108]
entry-paragraph [428, 293, 758, 328]
booth-number: பாகம் – 93 [1141, 1484, 1204, 1500]
entry-text: (1) செ.புகழேந்தி, வடக்குத் தெரு, சிறுநிலா, வேப்பந்தட்டை, பெரம்பலூர். (2) மு.நல்லுசாமி, வடக்குத் தெரு, சிறுநிலா, வேப்பந்தட்டை, பெரம்பலூர். (3) சி.பிரபாகரன், கிழக்குத் தெரு, சிறுநிலா, வேப்பந்தட்டை, பெரம்பலூர். [1141, 421, 1471, 506]
masthead [51, 27, 1492, 85]
entry-paragraph [428, 1656, 758, 1761]
role-label: துணை அமைப்பாளர்கள் : [785, 2134, 948, 2150]
entry-text: (1) கா.அறிந்தகுமார், மாரியம்மன் கோயில் தெரு, காந்தி நகர், கைகளத்தூர், வேப்பந்தட்டை, பெரம்பலூர். (2) கா.இளையராஜா, மாரியம்மன் கோயில் தெரு, காந்தி நகர், கைகளத்தூர், வேப்பந்தட்டை, பெரம்பலூர். [785, 1785, 1115, 1870]
booth-row [428, 162, 758, 196]
booth-detail: : சு.முருகானந்தம், கிழக்கு காட்டுக்கொட்டாய், காந்தி நகர், கைகளத்தூர், வேப்பந்தட்டை, பெரம்பலூர். [1210, 1349, 1465, 1399]
subheading: பாக அமைப்பாளர்கள் : [1239, 1877, 1373, 1892]
branch-heading: நூத்தப்பூர் கிளை–2 [530, 1770, 657, 1788]
booth-detail: : பெ.பெரியசாமி, பள்ளி மேற்குத் தெரு, நூத்தப்பூர், வேப்பந்தட்டை, பெரம்பலூர். [854, 677, 1080, 709]
entry-paragraph [428, 1120, 758, 1154]
booth-number: பாகம் – 63 [72, 2178, 136, 2192]
entry-text: (1) வெ.சசேந்திரன், வடக்குத் தெரு, அன்னமங்கலம், வேப்பந்தட்டை, பெரம்பலூர். (2) அ.டேவிட் பிரபாகர், பனம்பட்டி, அன்னமங்கலம், பெரம்பலூர். [72, 1516, 402, 1583]
booth-detail: : த.சசி, நடுத்தெரு, பாண்டகப்பாடி, வேப்பந்தட்டை, பெரம்பலூர். [1210, 1939, 1405, 1972]
role-label: துணை அமைப்பாளர்கள் : [428, 1163, 585, 1178]
branch-heading: வெண்பாவூர் கிளை–1 [520, 266, 667, 284]
booth-row [428, 202, 758, 236]
booth-row [72, 2080, 402, 2132]
